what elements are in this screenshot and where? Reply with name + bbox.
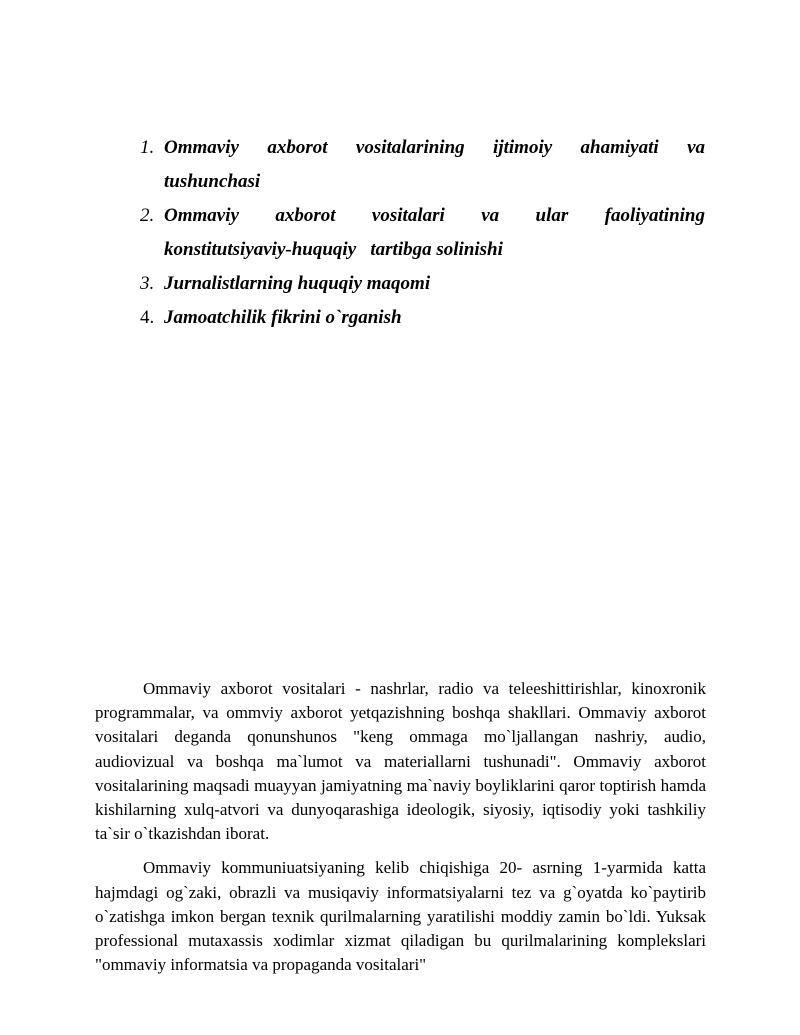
toc-item-number: 3. — [140, 273, 155, 294]
toc-item-text: Jamoatchilik fikrini o`rganish — [164, 307, 402, 328]
toc-item-2 — [140, 199, 705, 267]
toc-item-3 — [140, 267, 705, 301]
toc-item-number: 1. — [140, 137, 155, 158]
paragraph: Ommaviy kommuniuatsiyaning kelib chiqishiga 20- asrning 1-yarmida katta hajmdagi og`zaki, obrazli va musiqaviy informatsiyalarni tez va g`oyatda ko`paytirib o`zatishga imkon bergan texnik qurilmalarning yaratilishi moddiy zamin bo`ldi. Yuksak professional mutaxassis xodimlar xizmat qiladigan bu qurilmalarining komplekslari "ommaviy informatsia va propaganda vositalari" — [95, 858, 706, 975]
toc-item-text: Jurnalistlarning huquqiy maqomi — [164, 273, 431, 294]
table-of-contents — [140, 131, 705, 335]
toc-item-1 — [140, 131, 705, 199]
toc-item-number: 4. — [140, 307, 155, 328]
toc-item-4 — [140, 301, 705, 335]
toc-item-text: Ommaviy axborot vositalari va ular faoliyatining — [164, 205, 705, 226]
toc-item-text: tushunchasi — [164, 171, 261, 192]
toc-item-text: Ommaviy axborot vositalarining ijtimoiy ahamiyati va — [164, 137, 705, 158]
toc-item-text: konstitutsiyaviy-huquqiy tartibga solinishi — [164, 239, 503, 260]
toc-item-number: 2. — [140, 205, 155, 226]
paragraph: Ommaviy axborot vositalari - nashrlar, radio va teleeshittirishlar, kinoxronik programmalar, va ommviy axborot yetqazishning boshqa shakllari. Ommaviy axborot vositalari deganda qonunshunos "keng ommaga mo`ljallangan nashriy, audio, audiovizual va boshqa ma`lumot va materiallarni tushunadi". Ommaviy axborot vositalarining maqsadi muayyan jamiyatning ma`naviy boyliklarini qaror toptirish hamda kishilarning xulq-atvori va dunyoqarashiga ideologik, siyosiy, iqtisodiy yoki tashkiliy ta`sir o`tkazishdan iborat. — [95, 679, 706, 844]
body-text — [95, 677, 706, 987]
